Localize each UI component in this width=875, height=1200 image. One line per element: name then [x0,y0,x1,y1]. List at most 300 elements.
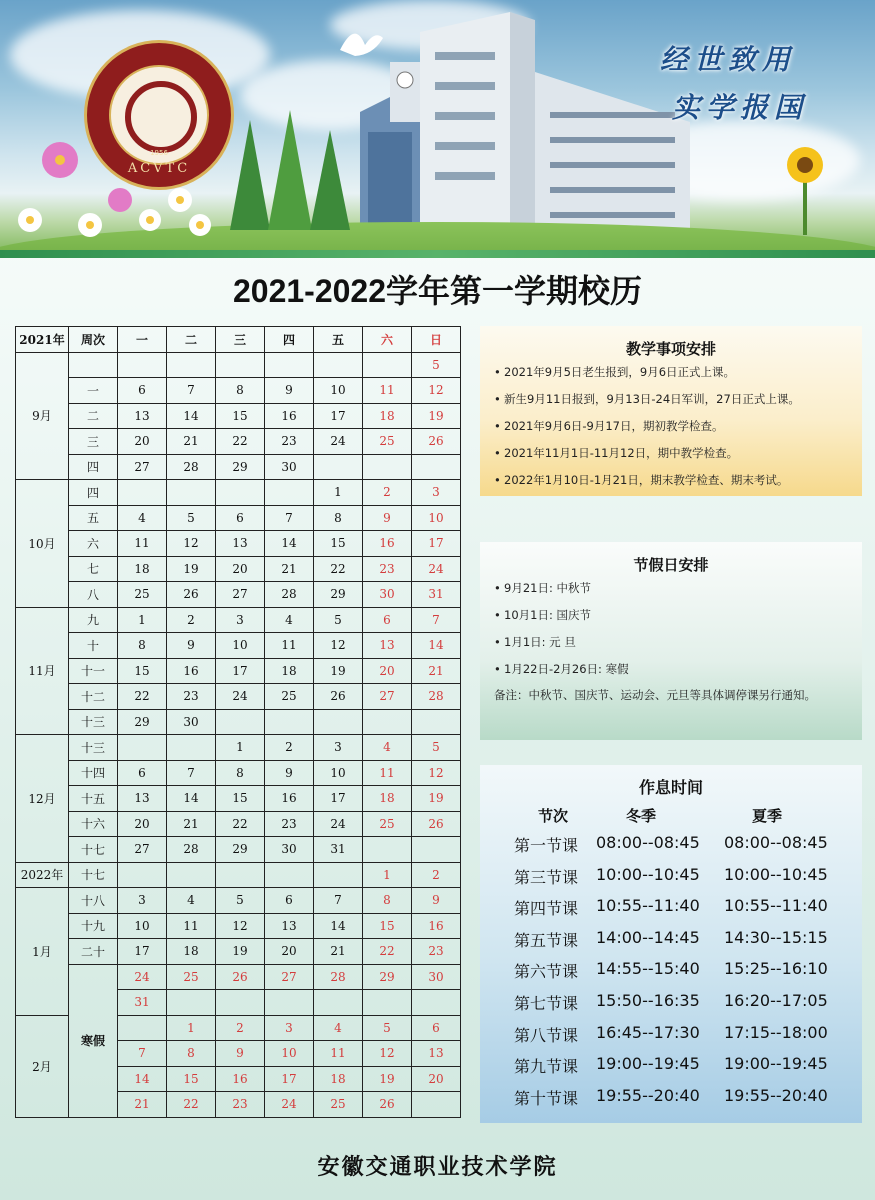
day-cell [265,862,314,888]
day-cell: 28 [167,454,216,480]
day-cell: 13 [118,786,167,812]
day-cell [363,837,412,863]
day-cell: 16 [412,913,461,939]
winter-time: 19:55--20:40 [596,1085,700,1105]
day-cell: 22 [216,811,265,837]
day-cell: 6 [265,888,314,914]
week-number: 十三 [69,709,118,735]
day-cell: 20 [118,811,167,837]
day-cell [118,352,167,378]
day-cell: 28 [167,837,216,863]
day-cell [216,480,265,506]
day-cell: 8 [314,505,363,531]
week-number: 一 [69,378,118,404]
day-cell: 7 [118,1041,167,1067]
campus-building-illustration [360,12,690,244]
summer-time: 19:55--20:40 [724,1085,828,1105]
day-cell: 15 [118,658,167,684]
day-cell: 17 [314,786,363,812]
day-cell: 21 [314,939,363,965]
day-cell [265,709,314,735]
day-cell [412,990,461,1016]
month-label: 2022年 [16,862,69,888]
day-cell: 28 [314,964,363,990]
day-cell: 25 [167,964,216,990]
day-cell: 5 [216,888,265,914]
day-cell: 30 [167,709,216,735]
day-cell: 8 [118,633,167,659]
day-cell: 26 [314,684,363,710]
class-schedule-panel [480,765,862,1123]
day-cell: 16 [216,1066,265,1092]
day-cell: 24 [265,1092,314,1118]
day-cell: 14 [314,913,363,939]
holiday-item: • 1月22日-2月26日: 寒假 [494,662,629,676]
day-cell: 5 [167,505,216,531]
month-label: 2月 [16,1015,69,1117]
day-cell [314,709,363,735]
day-cell: 20 [118,429,167,455]
day-cell: 4 [167,888,216,914]
day-cell: 2 [363,480,412,506]
day-cell: 15 [314,531,363,557]
winter-time: 14:55--15:40 [596,959,700,979]
calendar-row [16,582,461,608]
day-cell: 18 [363,403,412,429]
holiday-panel [480,542,862,740]
day-cell: 21 [118,1092,167,1118]
day-cell [167,735,216,761]
schedule-row [480,1086,862,1117]
calendar-row [16,786,461,812]
day-cell [363,352,412,378]
day-cell: 24 [314,811,363,837]
day-cell: 30 [265,454,314,480]
day-cell: 23 [265,429,314,455]
holiday-item: • 9月21日: 中秋节 [494,581,591,595]
day-cell [216,352,265,378]
calendar-row [16,429,461,455]
day-cell: 6 [118,378,167,404]
day-cell: 1 [363,862,412,888]
motto-line-1: 经世致用 [660,43,797,76]
day-cell: 23 [216,1092,265,1118]
events-title: 教学事项安排 [625,340,716,358]
weekday-header: 二 [167,327,216,353]
day-cell: 29 [314,582,363,608]
day-cell: 2 [265,735,314,761]
day-cell: 17 [118,939,167,965]
period-column-header: 节次 [538,807,569,825]
day-cell: 23 [265,811,314,837]
day-cell: 7 [412,607,461,633]
period-name: 第六节课 [514,962,579,982]
day-cell: 3 [118,888,167,914]
week-number: 九 [69,607,118,633]
summer-time: 10:55--11:40 [724,896,828,916]
day-cell: 15 [167,1066,216,1092]
calendar-row [16,531,461,557]
day-cell: 27 [216,582,265,608]
day-cell: 9 [265,760,314,786]
winter-time: 10:55--11:40 [596,896,700,916]
day-cell: 19 [167,556,216,582]
day-cell: 13 [118,403,167,429]
day-cell: 18 [314,1066,363,1092]
calendar-row [16,811,461,837]
day-cell: 27 [118,837,167,863]
day-cell: 5 [412,352,461,378]
week-number: 十六 [69,811,118,837]
weekday-header: 一 [118,327,167,353]
day-cell: 10 [265,1041,314,1067]
week-number: 十七 [69,837,118,863]
day-cell: 5 [363,1015,412,1041]
day-cell: 18 [363,786,412,812]
day-cell [412,837,461,863]
day-cell: 9 [265,378,314,404]
month-label: 1月 [16,888,69,1016]
day-cell: 25 [265,684,314,710]
calendar-row [16,709,461,735]
day-cell [167,352,216,378]
schedule-row [480,1023,862,1054]
day-cell [363,709,412,735]
calendar-row [16,837,461,863]
winter-time: 19:00--19:45 [596,1054,700,1074]
sunflower-icon [780,145,830,235]
calendar-row [16,658,461,684]
day-cell: 19 [412,786,461,812]
summer-time: 16:20--17:05 [724,991,828,1010]
winter-column-header: 冬季 [626,807,657,825]
day-cell: 5 [412,735,461,761]
weekday-header: 四 [265,327,314,353]
calendar-row [16,505,461,531]
week-header: 周次 [69,327,118,353]
day-cell: 10 [314,760,363,786]
day-cell [314,862,363,888]
day-cell: 23 [412,939,461,965]
day-cell: 16 [265,403,314,429]
week-number: 十 [69,633,118,659]
week-number [69,352,118,378]
day-cell: 25 [118,582,167,608]
day-cell [265,480,314,506]
day-cell: 31 [412,582,461,608]
day-cell: 11 [363,760,412,786]
day-cell: 5 [314,607,363,633]
week-number: 二十 [69,939,118,965]
day-cell: 8 [216,760,265,786]
day-cell: 20 [363,658,412,684]
weekday-header: 日 [412,327,461,353]
day-cell: 24 [118,964,167,990]
day-cell: 29 [216,837,265,863]
calendar-header-row [16,327,461,353]
calendar-row [16,607,461,633]
day-cell [412,454,461,480]
month-label: 9月 [16,352,69,480]
day-cell: 6 [118,760,167,786]
day-cell: 6 [363,607,412,633]
day-cell: 11 [265,633,314,659]
day-cell: 14 [167,403,216,429]
day-cell: 3 [412,480,461,506]
day-cell: 29 [363,964,412,990]
day-cell: 11 [118,531,167,557]
calendar-row [16,454,461,480]
day-cell: 29 [216,454,265,480]
day-cell: 26 [167,582,216,608]
day-cell: 9 [216,1041,265,1067]
day-cell [216,990,265,1016]
schedule-title: 作息时间 [638,778,703,797]
winter-time: 16:45--17:30 [596,1022,700,1042]
week-number: 十三 [69,735,118,761]
day-cell [265,990,314,1016]
day-cell: 4 [363,735,412,761]
calendar-row [16,684,461,710]
day-cell [167,862,216,888]
day-cell: 27 [363,684,412,710]
day-cell: 25 [363,429,412,455]
day-cell: 23 [167,684,216,710]
day-cell: 16 [363,531,412,557]
day-cell [118,862,167,888]
day-cell [216,862,265,888]
event-item: • 2021年11月1日-11月12日，期中教学检查。 [494,446,739,460]
day-cell: 1 [167,1015,216,1041]
banner-divider [0,250,875,258]
week-number: 二 [69,403,118,429]
holiday-title: 节假日安排 [633,556,709,574]
motto-line-2: 实学报国 [672,91,809,124]
teaching-events-panel [480,326,862,496]
calendar-row [16,760,461,786]
calendar-row [16,862,461,888]
day-cell: 6 [216,505,265,531]
period-name: 第八节课 [514,1025,579,1045]
school-seal-logo: 1956 ACVTC [84,40,234,190]
event-item: • 2021年9月5日老生报到，9月6日正式上课。 [494,365,736,379]
day-cell: 12 [314,633,363,659]
day-cell: 10 [412,505,461,531]
day-cell: 20 [265,939,314,965]
weekday-header: 五 [314,327,363,353]
week-number: 四 [69,480,118,506]
week-number: 七 [69,556,118,582]
day-cell: 28 [412,684,461,710]
period-name: 第四节课 [514,899,579,919]
page-title: 2021-2022学年第一学期校历 [232,273,643,309]
day-cell: 21 [167,811,216,837]
day-cell: 17 [265,1066,314,1092]
week-number: 十一 [69,658,118,684]
day-cell: 12 [167,531,216,557]
month-label: 11月 [16,607,69,735]
day-cell: 8 [167,1041,216,1067]
period-name: 第九节课 [514,1057,579,1077]
day-cell: 18 [167,939,216,965]
day-cell: 11 [167,913,216,939]
day-cell: 26 [216,964,265,990]
summer-column-header: 夏季 [752,807,783,825]
day-cell: 18 [265,658,314,684]
day-cell [216,709,265,735]
day-cell: 21 [265,556,314,582]
day-cell: 24 [412,556,461,582]
day-cell: 8 [216,378,265,404]
day-cell: 20 [216,556,265,582]
summer-time: 17:15--18:00 [724,1022,828,1042]
year-header: 2021年 [16,327,69,353]
day-cell: 11 [314,1041,363,1067]
summer-time: 10:00--10:45 [724,864,828,884]
period-name: 第一节课 [514,836,579,855]
day-cell: 1 [216,735,265,761]
week-number: 四 [69,454,118,480]
day-cell [118,480,167,506]
school-name-footer: 安徽交通职业技术学院 [317,1155,558,1180]
day-cell: 6 [412,1015,461,1041]
day-cell: 15 [216,403,265,429]
day-cell: 9 [412,888,461,914]
banner [0,0,875,258]
day-cell: 16 [167,658,216,684]
day-cell: 21 [412,658,461,684]
week-number: 五 [69,505,118,531]
calendar-row [16,964,461,990]
holiday-item: • 1月1日: 元 旦 [494,635,576,649]
day-cell: 13 [265,913,314,939]
day-cell: 22 [314,556,363,582]
day-cell: 10 [216,633,265,659]
day-cell: 16 [265,786,314,812]
schedule-row [480,865,862,896]
day-cell [314,454,363,480]
month-label: 10月 [16,480,69,608]
week-number: 十二 [69,684,118,710]
day-cell: 19 [363,1066,412,1092]
day-cell: 19 [216,939,265,965]
calendar-row [16,556,461,582]
schedule-row [480,991,862,1022]
weekday-header: 六 [363,327,412,353]
day-cell: 31 [314,837,363,863]
day-cell: 25 [314,1092,363,1118]
day-cell: 30 [265,837,314,863]
day-cell: 26 [363,1092,412,1118]
summer-time: 08:00--08:45 [724,833,828,852]
day-cell: 21 [167,429,216,455]
day-cell: 26 [412,811,461,837]
day-cell: 27 [265,964,314,990]
week-number: 三 [69,429,118,455]
day-cell: 12 [363,1041,412,1067]
day-cell [314,352,363,378]
summer-time: 15:25--16:10 [724,959,828,979]
calendar-row [16,735,461,761]
day-cell: 1 [314,480,363,506]
week-number: 六 [69,531,118,557]
period-name: 第五节课 [514,930,579,950]
day-cell: 3 [314,735,363,761]
day-cell: 26 [412,429,461,455]
schedule-row [480,959,862,990]
day-cell: 24 [314,429,363,455]
day-cell: 29 [118,709,167,735]
day-cell: 28 [265,582,314,608]
calendar-row [16,939,461,965]
schedule-row [480,833,862,864]
day-cell: 24 [216,684,265,710]
day-cell: 7 [167,378,216,404]
day-cell: 2 [412,862,461,888]
schedule-row [480,928,862,959]
day-cell: 9 [167,633,216,659]
day-cell [412,1092,461,1118]
period-name: 第七节课 [514,994,579,1013]
week-number: 十五 [69,786,118,812]
winter-time: 08:00--08:45 [596,833,700,852]
day-cell: 22 [216,429,265,455]
week-number: 十九 [69,913,118,939]
period-name: 第十节课 [514,1088,579,1108]
day-cell: 27 [118,454,167,480]
day-cell: 9 [363,505,412,531]
day-cell [265,352,314,378]
day-cell [412,709,461,735]
day-cell: 13 [412,1041,461,1067]
day-cell: 22 [363,939,412,965]
day-cell: 31 [118,990,167,1016]
summer-time: 19:00--19:45 [724,1054,828,1074]
day-cell: 3 [216,607,265,633]
week-number: 八 [69,582,118,608]
day-cell: 12 [412,760,461,786]
day-cell: 11 [363,378,412,404]
day-cell: 2 [167,607,216,633]
day-cell: 1 [118,607,167,633]
day-cell: 30 [363,582,412,608]
day-cell: 8 [363,888,412,914]
day-cell: 18 [118,556,167,582]
day-cell: 20 [412,1066,461,1092]
period-name: 第三节课 [514,867,579,887]
calendar-row [16,913,461,939]
day-cell: 12 [216,913,265,939]
calendar-row [16,888,461,914]
schedule-row [480,896,862,927]
day-cell: 17 [412,531,461,557]
day-cell: 22 [118,684,167,710]
day-cell: 3 [265,1015,314,1041]
calendar-row [16,403,461,429]
calendar-row [16,352,461,378]
day-cell: 4 [265,607,314,633]
day-cell: 19 [412,403,461,429]
day-cell [118,1015,167,1041]
schedule-row [480,1054,862,1085]
holiday-item: • 10月1日: 国庆节 [494,608,591,622]
day-cell: 7 [265,505,314,531]
calendar-row [16,633,461,659]
day-cell: 14 [412,633,461,659]
day-cell: 15 [363,913,412,939]
calendar-row [16,378,461,404]
event-item: • 2021年9月6日-9月17日，期初教学检查。 [494,419,724,433]
